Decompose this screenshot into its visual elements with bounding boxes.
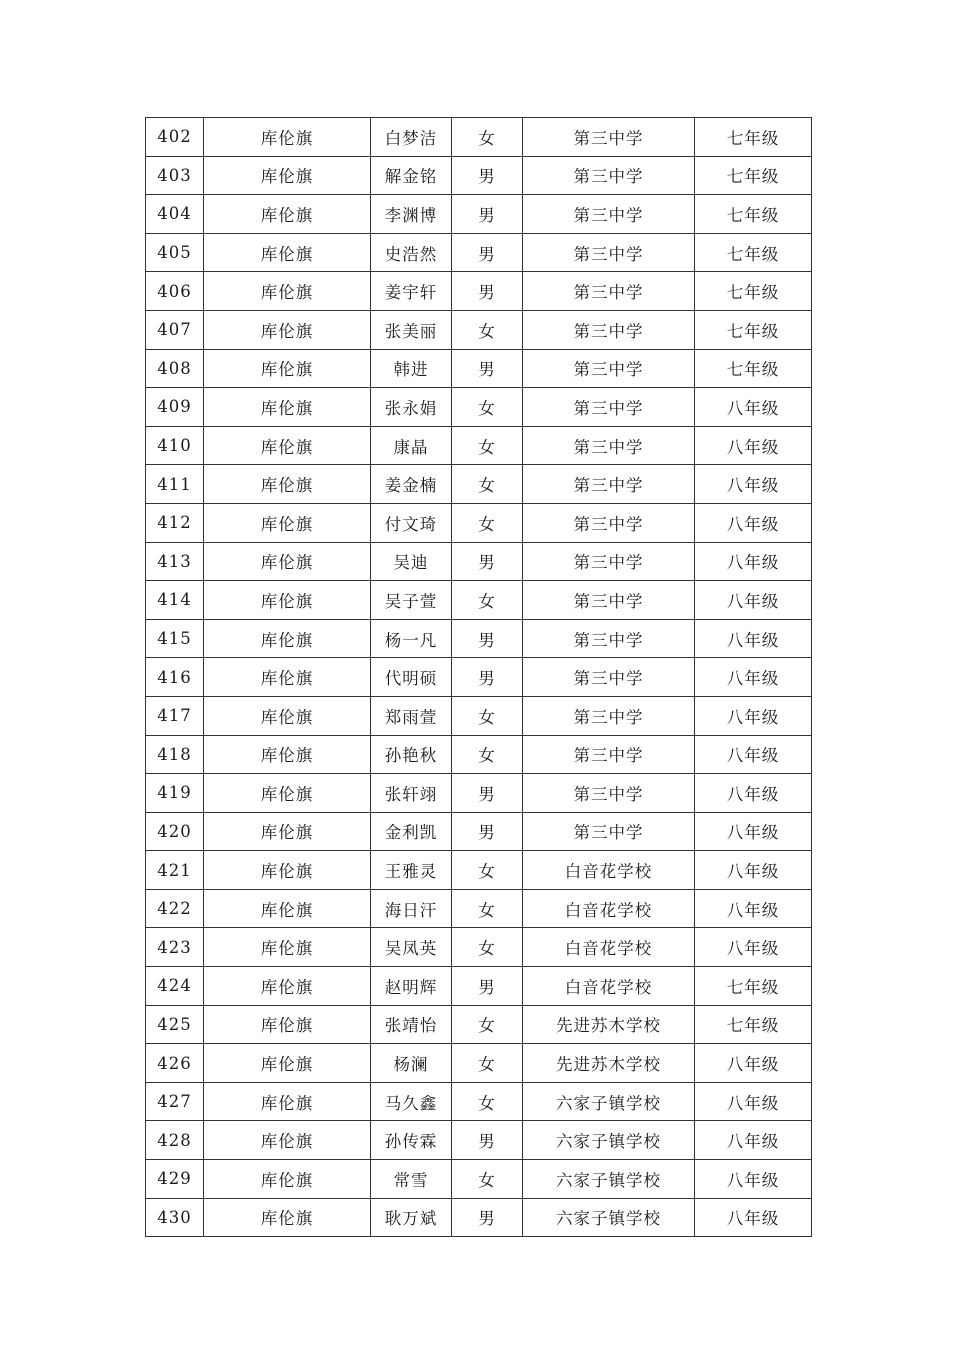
cell-gender: 女 xyxy=(452,735,523,774)
cell-gender: 女 xyxy=(452,1044,523,1083)
cell-name: 吴子萱 xyxy=(371,581,452,620)
table-row xyxy=(146,1121,812,1160)
cell-number: 413 xyxy=(146,542,204,581)
table-row xyxy=(146,581,812,620)
cell-grade: 八年级 xyxy=(695,581,812,620)
table-row xyxy=(146,658,812,697)
cell-school: 第三中学 xyxy=(523,503,695,542)
cell-school: 第三中学 xyxy=(523,735,695,774)
cell-school: 六家子镇学校 xyxy=(523,1082,695,1121)
cell-grade: 八年级 xyxy=(695,812,812,851)
cell-school: 白音花学校 xyxy=(523,889,695,928)
cell-grade: 七年级 xyxy=(695,233,812,272)
cell-name: 常雪 xyxy=(371,1160,452,1199)
cell-number: 410 xyxy=(146,426,204,465)
cell-school: 第三中学 xyxy=(523,581,695,620)
cell-grade: 八年级 xyxy=(695,889,812,928)
cell-number: 423 xyxy=(146,928,204,967)
cell-region: 库伦旗 xyxy=(204,812,371,851)
cell-grade: 八年级 xyxy=(695,1082,812,1121)
cell-grade: 七年级 xyxy=(695,967,812,1006)
cell-region: 库伦旗 xyxy=(204,658,371,697)
cell-gender: 女 xyxy=(452,581,523,620)
cell-number: 408 xyxy=(146,349,204,388)
table-row xyxy=(146,1160,812,1199)
cell-grade: 八年级 xyxy=(695,388,812,427)
cell-grade: 八年级 xyxy=(695,851,812,890)
cell-region: 库伦旗 xyxy=(204,465,371,504)
cell-region: 库伦旗 xyxy=(204,1121,371,1160)
table-row xyxy=(146,465,812,504)
cell-name: 杨一凡 xyxy=(371,619,452,658)
cell-number: 405 xyxy=(146,233,204,272)
cell-grade: 八年级 xyxy=(695,1160,812,1199)
cell-school: 第三中学 xyxy=(523,272,695,311)
cell-region: 库伦旗 xyxy=(204,928,371,967)
cell-number: 419 xyxy=(146,774,204,813)
cell-number: 411 xyxy=(146,465,204,504)
cell-grade: 八年级 xyxy=(695,658,812,697)
cell-school: 第三中学 xyxy=(523,812,695,851)
roster-body xyxy=(146,118,812,1237)
cell-grade: 八年级 xyxy=(695,735,812,774)
cell-number: 426 xyxy=(146,1044,204,1083)
cell-grade: 七年级 xyxy=(695,310,812,349)
cell-name: 杨澜 xyxy=(371,1044,452,1083)
cell-number: 424 xyxy=(146,967,204,1006)
cell-number: 406 xyxy=(146,272,204,311)
cell-name: 史浩然 xyxy=(371,233,452,272)
cell-grade: 七年级 xyxy=(695,1005,812,1044)
cell-number: 407 xyxy=(146,310,204,349)
cell-region: 库伦旗 xyxy=(204,426,371,465)
table-row xyxy=(146,851,812,890)
cell-name: 金利凯 xyxy=(371,812,452,851)
cell-number: 412 xyxy=(146,503,204,542)
cell-number: 402 xyxy=(146,118,204,157)
table-row xyxy=(146,1082,812,1121)
cell-region: 库伦旗 xyxy=(204,1005,371,1044)
cell-name: 郑雨萱 xyxy=(371,696,452,735)
cell-name: 孙传霖 xyxy=(371,1121,452,1160)
cell-grade: 八年级 xyxy=(695,619,812,658)
cell-grade: 七年级 xyxy=(695,272,812,311)
cell-name: 李渊博 xyxy=(371,195,452,234)
cell-school: 第三中学 xyxy=(523,465,695,504)
cell-grade: 八年级 xyxy=(695,1121,812,1160)
cell-number: 403 xyxy=(146,156,204,195)
cell-school: 第三中学 xyxy=(523,542,695,581)
cell-number: 421 xyxy=(146,851,204,890)
table-row xyxy=(146,1044,812,1083)
cell-school: 第三中学 xyxy=(523,696,695,735)
cell-gender: 男 xyxy=(452,812,523,851)
table-row xyxy=(146,889,812,928)
cell-grade: 八年级 xyxy=(695,1198,812,1237)
cell-name: 姜宇轩 xyxy=(371,272,452,311)
cell-school: 白音花学校 xyxy=(523,928,695,967)
cell-grade: 八年级 xyxy=(695,928,812,967)
table-row xyxy=(146,233,812,272)
table-row xyxy=(146,426,812,465)
cell-region: 库伦旗 xyxy=(204,851,371,890)
cell-region: 库伦旗 xyxy=(204,503,371,542)
table-row xyxy=(146,696,812,735)
cell-gender: 男 xyxy=(452,1121,523,1160)
table-row xyxy=(146,349,812,388)
table-row xyxy=(146,542,812,581)
cell-name: 代明硕 xyxy=(371,658,452,697)
cell-name: 白梦洁 xyxy=(371,118,452,157)
cell-school: 第三中学 xyxy=(523,349,695,388)
cell-grade: 七年级 xyxy=(695,118,812,157)
cell-gender: 男 xyxy=(452,233,523,272)
cell-gender: 女 xyxy=(452,388,523,427)
cell-school: 第三中学 xyxy=(523,233,695,272)
cell-number: 420 xyxy=(146,812,204,851)
table-row xyxy=(146,774,812,813)
cell-grade: 八年级 xyxy=(695,774,812,813)
cell-grade: 七年级 xyxy=(695,349,812,388)
cell-region: 库伦旗 xyxy=(204,349,371,388)
cell-grade: 八年级 xyxy=(695,1044,812,1083)
cell-region: 库伦旗 xyxy=(204,542,371,581)
cell-name: 姜金楠 xyxy=(371,465,452,504)
cell-region: 库伦旗 xyxy=(204,310,371,349)
cell-region: 库伦旗 xyxy=(204,156,371,195)
cell-gender: 男 xyxy=(452,542,523,581)
cell-gender: 女 xyxy=(452,310,523,349)
cell-school: 六家子镇学校 xyxy=(523,1121,695,1160)
cell-name: 海日汗 xyxy=(371,889,452,928)
cell-name: 韩进 xyxy=(371,349,452,388)
cell-gender: 女 xyxy=(452,465,523,504)
cell-gender: 男 xyxy=(452,619,523,658)
cell-number: 429 xyxy=(146,1160,204,1199)
cell-grade: 八年级 xyxy=(695,426,812,465)
cell-school: 第三中学 xyxy=(523,388,695,427)
cell-gender: 女 xyxy=(452,1160,523,1199)
cell-region: 库伦旗 xyxy=(204,118,371,157)
cell-school: 第三中学 xyxy=(523,310,695,349)
cell-region: 库伦旗 xyxy=(204,581,371,620)
cell-name: 孙艳秋 xyxy=(371,735,452,774)
cell-grade: 八年级 xyxy=(695,503,812,542)
cell-region: 库伦旗 xyxy=(204,889,371,928)
cell-school: 第三中学 xyxy=(523,426,695,465)
cell-region: 库伦旗 xyxy=(204,735,371,774)
cell-region: 库伦旗 xyxy=(204,619,371,658)
table-row xyxy=(146,735,812,774)
table-row xyxy=(146,272,812,311)
cell-gender: 女 xyxy=(452,851,523,890)
cell-name: 马久鑫 xyxy=(371,1082,452,1121)
cell-region: 库伦旗 xyxy=(204,1160,371,1199)
table-row xyxy=(146,1005,812,1044)
cell-name: 吴迪 xyxy=(371,542,452,581)
cell-region: 库伦旗 xyxy=(204,1198,371,1237)
cell-number: 404 xyxy=(146,195,204,234)
cell-gender: 女 xyxy=(452,696,523,735)
table-row xyxy=(146,195,812,234)
cell-number: 427 xyxy=(146,1082,204,1121)
cell-gender: 女 xyxy=(452,889,523,928)
cell-grade: 七年级 xyxy=(695,156,812,195)
cell-name: 张美丽 xyxy=(371,310,452,349)
cell-school: 第三中学 xyxy=(523,118,695,157)
cell-school: 第三中学 xyxy=(523,774,695,813)
cell-region: 库伦旗 xyxy=(204,1044,371,1083)
cell-region: 库伦旗 xyxy=(204,774,371,813)
cell-gender: 男 xyxy=(452,156,523,195)
cell-grade: 七年级 xyxy=(695,195,812,234)
cell-name: 耿万斌 xyxy=(371,1198,452,1237)
cell-gender: 女 xyxy=(452,426,523,465)
cell-name: 解金铭 xyxy=(371,156,452,195)
cell-school: 六家子镇学校 xyxy=(523,1160,695,1199)
cell-region: 库伦旗 xyxy=(204,1082,371,1121)
cell-gender: 男 xyxy=(452,967,523,1006)
cell-gender: 男 xyxy=(452,1198,523,1237)
cell-school: 先进苏木学校 xyxy=(523,1044,695,1083)
table-row xyxy=(146,619,812,658)
cell-number: 428 xyxy=(146,1121,204,1160)
cell-school: 第三中学 xyxy=(523,658,695,697)
table-row xyxy=(146,1198,812,1237)
table-row xyxy=(146,310,812,349)
table-row xyxy=(146,156,812,195)
student-roster-table xyxy=(145,117,812,1237)
cell-gender: 男 xyxy=(452,195,523,234)
cell-name: 付文琦 xyxy=(371,503,452,542)
cell-gender: 男 xyxy=(452,349,523,388)
cell-number: 416 xyxy=(146,658,204,697)
table-row xyxy=(146,503,812,542)
cell-number: 418 xyxy=(146,735,204,774)
cell-gender: 女 xyxy=(452,1005,523,1044)
cell-name: 张轩翊 xyxy=(371,774,452,813)
cell-number: 425 xyxy=(146,1005,204,1044)
cell-school: 第三中学 xyxy=(523,156,695,195)
cell-region: 库伦旗 xyxy=(204,233,371,272)
cell-number: 417 xyxy=(146,696,204,735)
cell-school: 先进苏木学校 xyxy=(523,1005,695,1044)
cell-school: 白音花学校 xyxy=(523,851,695,890)
cell-name: 吴凤英 xyxy=(371,928,452,967)
cell-name: 赵明辉 xyxy=(371,967,452,1006)
cell-number: 409 xyxy=(146,388,204,427)
cell-region: 库伦旗 xyxy=(204,696,371,735)
cell-grade: 八年级 xyxy=(695,696,812,735)
cell-number: 414 xyxy=(146,581,204,620)
cell-gender: 男 xyxy=(452,774,523,813)
cell-gender: 女 xyxy=(452,1082,523,1121)
cell-name: 张永娟 xyxy=(371,388,452,427)
cell-region: 库伦旗 xyxy=(204,195,371,234)
cell-grade: 八年级 xyxy=(695,465,812,504)
cell-gender: 女 xyxy=(452,928,523,967)
cell-number: 430 xyxy=(146,1198,204,1237)
cell-school: 第三中学 xyxy=(523,619,695,658)
cell-region: 库伦旗 xyxy=(204,967,371,1006)
table-row xyxy=(146,812,812,851)
cell-region: 库伦旗 xyxy=(204,272,371,311)
cell-school: 白音花学校 xyxy=(523,967,695,1006)
cell-gender: 男 xyxy=(452,658,523,697)
cell-gender: 男 xyxy=(452,272,523,311)
cell-number: 422 xyxy=(146,889,204,928)
table-row xyxy=(146,118,812,157)
cell-name: 王雅灵 xyxy=(371,851,452,890)
cell-name: 康晶 xyxy=(371,426,452,465)
table-row xyxy=(146,388,812,427)
cell-name: 张靖怡 xyxy=(371,1005,452,1044)
cell-gender: 女 xyxy=(452,503,523,542)
cell-grade: 八年级 xyxy=(695,542,812,581)
cell-number: 415 xyxy=(146,619,204,658)
cell-region: 库伦旗 xyxy=(204,388,371,427)
cell-gender: 女 xyxy=(452,118,523,157)
table-row xyxy=(146,967,812,1006)
cell-school: 第三中学 xyxy=(523,195,695,234)
table-row xyxy=(146,928,812,967)
cell-school: 六家子镇学校 xyxy=(523,1198,695,1237)
